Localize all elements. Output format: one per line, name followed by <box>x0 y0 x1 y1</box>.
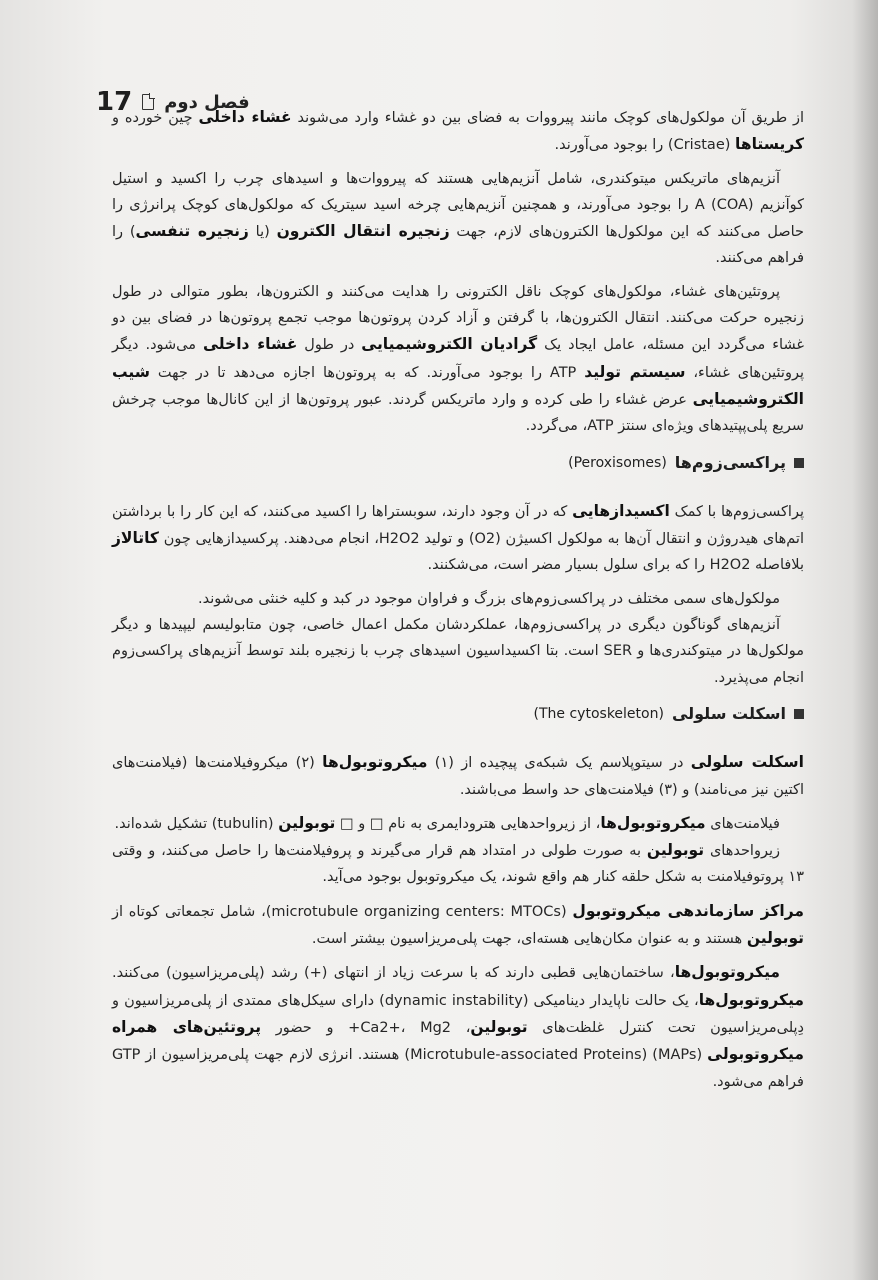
bullet-square-icon <box>794 458 804 468</box>
bold-term: توبولین <box>470 1017 528 1036</box>
bold-term: پروتئین‌های همراه میکروتوبولی <box>112 1017 804 1064</box>
page-body <box>112 104 804 1095</box>
paragraph: آنزیم‌های گوناگون دیگری در پراکسی‌زوم‌ها، عملکردشان مکمل اعمال خاصی، چون متابولیسم لیپیدها و دیگر مولکول‌ها در میتوکندری‌ها و SER است. بتا اکسیداسیون اسیدهای چرب با زنجیره بلند توسط آنزیم‌های پراکسی‌زوم انجام می‌پذیرد. <box>112 617 804 686</box>
bullet-square-icon <box>794 709 804 719</box>
bold-term: غشاء داخلی <box>198 108 292 126</box>
heading-en: (Peroxisomes) <box>568 454 667 471</box>
paragraph: مولکول‌های سمی مختلف در پراکسی‌زوم‌های بزرگ و فراوان موجود در کبد و کلیه خنثی می‌شوند. <box>197 590 780 607</box>
paragraph: پروتئین‌های غشاء، مولکول‌های کوچک ناقل الکترونی را هدایت می‌کنند و الکترون‌ها، بطور متوالی در طول زنجیره حرکت می‌کنند. انتقال الکترون‌ها، با گرفتن و آزاد کردن پروتون‌ها موجب تجمع پروتون‌ها در فضای بین دو غشاء می‌گردد این مسئله، عامل ایجاد یک گرادیان الکتروشیمیایی در طول غشاء داخلی می‌شود. دیگر پروتئین‌های غشاء، سیستم تولید ATP را بوجود می‌آورند. که به پروتون‌ها اجازه می‌دهد تا در جهت شیب الکتروشیمیایی عرض غشاء را طی کرده و وارد ماتریکس گردند. عبور پروتون‌ها از این کانال‌ها موجب چرخش سریع پلی‌پپتیدهای ویژه‌ای سنتز ATP، می‌گردد. <box>112 283 805 435</box>
paragraph: آنزیم‌های ماتریکس میتوکندری، شامل آنزیم‌هایی هستند که پیرووات‌ها و اسیدهای چرب را اکسید و استیل کوآنزیم A (COA) را بوجود می‌آورند، و همچنین آنزیم‌هایی چرخه اسید سیتریک که مولکول‌های کوچک پرانرژی را حاصل می‌کنند که این مولکول‌ها الکترون‌های لازم، جهت زنجیره انتقال الکترون (یا زنجیره تنفسی) را فراهم می‌کنند. <box>112 170 804 267</box>
paragraph: فیلامنت‌های میکروتوبول‌ها، از زیرواحدهایی هترودایمری به نام □ و □ توبولین (tubulin) تشکیل شده‌اند. <box>114 813 780 832</box>
bold-term: توبولین <box>746 929 804 948</box>
paragraph: میکروتوبول‌ها، ساختمان‌هایی قطبی دارند که با سرعت زیاد از انتهای (+) رشد (پلی‌مریزاسیون) می‌کنند. میکروتوبول‌ها، یک حالت ناپایدار دینامیکی (dynamic instability) دارای سیکل‌های ممتدی از پلی‌مریزاسیون و دِپلی‌مریزاسیون تحت کنترل غلظت‌های توبولین، Ca2+، Mg2+ و حضور پروتئین‌های همراه میکروتوبولی (MAPs) (Microtubule-associated Proteins) هستند. انرژی لازم جهت پلی‌مریزاسیون از GTP فراهم می‌شود. <box>112 963 804 1090</box>
paragraph: اسکلت سلولی در سیتوپلاسم یک شبکه‌ی پیچیده از (۱) میکروتوبول‌ها (۲) میکروفیلامنت‌ها (فیلامنت‌های اکتین نیز می‌نامند) و (۳) فیلامنت‌های حد واسط می‌باشند. <box>112 753 804 798</box>
bold-term: زنجیره تنفسی <box>135 222 249 241</box>
bold-term: میکروتوبول‌ها <box>698 990 804 1009</box>
heading-en: (The cytoskeleton) <box>533 705 664 722</box>
bold-term: غشاء داخلی <box>203 335 298 354</box>
bold-term: شیب الکتروشیمیایی <box>112 362 804 408</box>
bold-term: میکروتوبول‌ها <box>600 813 706 832</box>
bold-term: توبولین <box>278 813 336 832</box>
heading-fa: اسکلت سلولی <box>671 703 786 723</box>
bold-term: میکروتوبول‌ها <box>674 963 780 982</box>
bold-term: میکروتوبول‌ها <box>322 753 428 772</box>
paragraph: مراکز سازماندهی میکروتوبول (microtubule organizing centers: MTOCs)، شامل تجمعاتی کوتاه از توبولین هستند و به عنوان مکان‌هایی هسته‌ای، جهت پلی‌مریزاسیون بیشتر است. <box>112 901 804 948</box>
bold-term: مراکز سازماندهی میکروتوبول <box>572 901 804 920</box>
page-number: 17 <box>96 87 133 117</box>
bold-term: توبولین <box>646 841 705 860</box>
section-heading-cytoskeleton <box>112 701 804 727</box>
bold-term: اسکلت سلولی <box>690 753 804 772</box>
bold-term: کاتالاز <box>112 529 159 548</box>
paragraph: پراکسی‌زوم‌ها با کمک اکسیدازهایی که در آن وجود دارند، سوبستراها را اکسید می‌کنند، که این کار را با برداشتن اتم‌های هیدروژن و انتقال آن‌ها به مولکول اکسیژن (O2) و تولید H2O2، انجام می‌دهند. پرکسیدازهایی چون کاتالاز بلافاصله H2O2 را که برای سلول بسیار مضر است، می‌شکنند. <box>112 501 804 574</box>
bold-term: سیستم تولید <box>584 362 686 381</box>
bold-term: کریستاها <box>735 135 804 154</box>
paragraph: زیرواحدهای توبولین به صورت طولی در امتداد هم قرار می‌گیرند و پروفیلامنت‌ها را حاصل می‌کنند، و وقتی ۱۳ پروتوفیلامنت به شکل حلقه کنار هم واقع شوند، یک میکروتوبول بوجود می‌آید. <box>112 841 804 886</box>
paragraph: از طریق آن مولکول‌های کوچک مانند پیرووات به فضای بین دو غشاء وارد می‌شوند غشاء داخلی چین خورده و کریستاها (Cristae) را بوجود می‌آورند. <box>112 108 804 154</box>
bold-term: اکسیدازهایی <box>572 501 670 520</box>
bold-term: زنجیره انتقال الکترون <box>276 222 450 241</box>
section-heading-peroxisomes <box>112 450 804 476</box>
heading-fa: پراکسی‌زوم‌ها <box>674 452 786 472</box>
bold-term: گرادیان الکتروشیمیایی <box>361 335 538 354</box>
chapter-title: فصل دوم <box>164 91 250 113</box>
